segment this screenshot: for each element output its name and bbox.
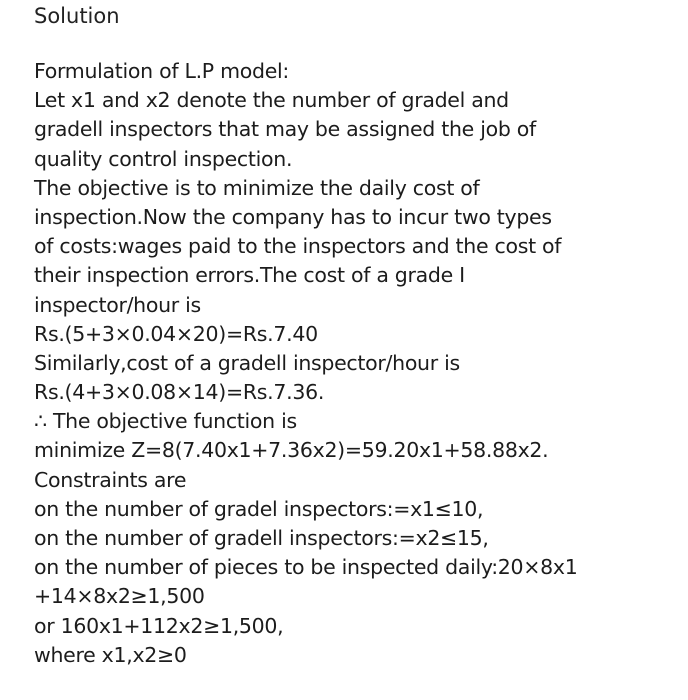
text-line: quality control inspection. <box>34 146 293 171</box>
text-line: on the number of gradel inspectors:=x1≤10, <box>34 496 484 521</box>
text-line: Rs.(5+3×0.04×20)=Rs.7.40 <box>34 321 318 346</box>
text-line: gradell inspectors that may be assigned the job of <box>34 117 536 142</box>
text-line: inspection.Now the company has to incur two types <box>34 204 552 229</box>
text-line: their inspection errors.The cost of a grade I <box>34 263 465 288</box>
text-line: +14×8x2≥1,500 <box>34 584 205 609</box>
text-line: Constraints are <box>34 467 187 492</box>
text-line: on the number of gradell inspectors:=x2≤15, <box>34 526 489 550</box>
text-line: Let x1 and x2 denote the number of gradel and <box>34 88 509 113</box>
text-line: minimize Z=8(7.40x1+7.36x2)=59.20x1+58.88x2. <box>34 438 549 463</box>
solution-heading: Solution <box>34 4 120 28</box>
text-line: ∴ The objective function is <box>34 409 297 434</box>
text-line: Similarly,cost of a gradell inspector/hour is <box>34 350 460 375</box>
text-line: The objective is to minimize the daily cost of <box>34 175 480 200</box>
text-line: or 160x1+112x2≥1,500, <box>34 613 284 638</box>
text-line: Rs.(4+3×0.08×14)=Rs.7.36. <box>34 380 325 405</box>
solution-body <box>34 57 578 670</box>
text-line: on the number of pieces to be inspected daily:20×8x1 <box>34 555 578 580</box>
text-line: Formulation of L.P model: <box>34 59 290 83</box>
text-line: of costs:wages paid to the inspectors and the cost of <box>34 234 562 259</box>
text-line: inspector/hour is <box>34 292 201 317</box>
text-line: where x1,x2≥0 <box>34 642 187 667</box>
